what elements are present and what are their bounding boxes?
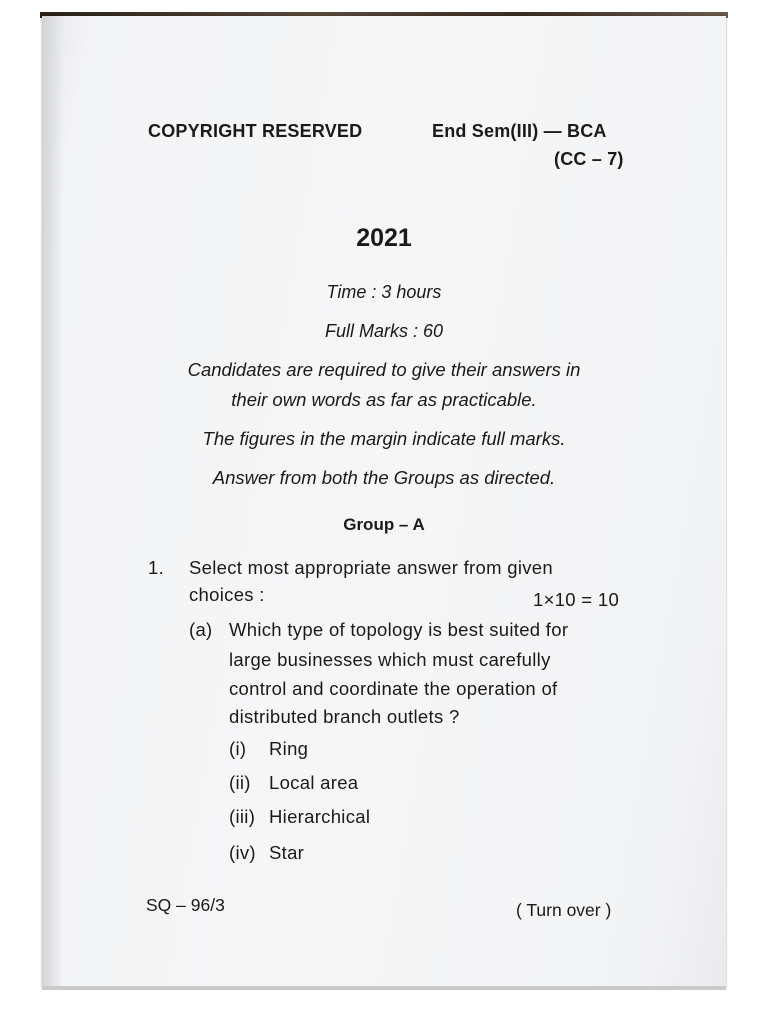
option-item <box>229 806 370 828</box>
subquestion-line-2: large businesses which must carefully <box>229 649 551 670</box>
option-item <box>229 738 308 760</box>
question-text-line-2: choices : <box>189 584 265 605</box>
exam-title: End Sem(III) — BCA <box>432 121 607 141</box>
instruction-line-3: The figures in the margin indicate full marks. <box>202 428 566 449</box>
option-number: (iii) <box>229 806 256 827</box>
subquestion-line-3: control and coordinate the operation of <box>229 678 558 699</box>
subquestion-line-1: Which type of topology is best suited for <box>229 619 569 640</box>
paper-serial-code: SQ – 96/3 <box>146 895 225 915</box>
option-item <box>229 842 304 864</box>
question-text-line-1: Select most appropriate answer from given <box>189 557 553 578</box>
group-title: Group – A <box>343 515 425 534</box>
question-number: 1. <box>148 557 165 578</box>
option-text: Local area <box>269 772 359 793</box>
exam-time: Time : 3 hours <box>326 282 442 302</box>
exam-paper <box>42 16 726 988</box>
instruction-line-4: Answer from both the Groups as directed. <box>212 467 556 488</box>
option-text: Ring <box>269 738 309 759</box>
subquestion-line-4: distributed branch outlets ? <box>229 706 460 727</box>
option-number: (iv) <box>229 842 256 863</box>
option-number: (i) <box>229 738 247 759</box>
question-marks: 1×10 = 10 <box>533 589 620 610</box>
paper-bottom-edge <box>42 986 726 990</box>
paper-fold-shadow <box>42 16 64 988</box>
full-marks: Full Marks : 60 <box>324 321 444 341</box>
option-text: Hierarchical <box>269 806 371 827</box>
option-text: Star <box>269 842 305 863</box>
instruction-line-2: their own words as far as practicable. <box>231 389 537 410</box>
instruction-line-1: Candidates are required to give their answers in <box>187 359 581 380</box>
turn-over-note: ( Turn over ) <box>516 900 612 920</box>
option-item <box>229 772 358 794</box>
option-number: (ii) <box>229 772 251 793</box>
exam-year: 2021 <box>356 224 412 252</box>
paper-code: (CC – 7) <box>554 149 624 169</box>
copyright-label: COPYRIGHT RESERVED <box>148 121 363 141</box>
subquestion-label: (a) <box>189 619 213 640</box>
